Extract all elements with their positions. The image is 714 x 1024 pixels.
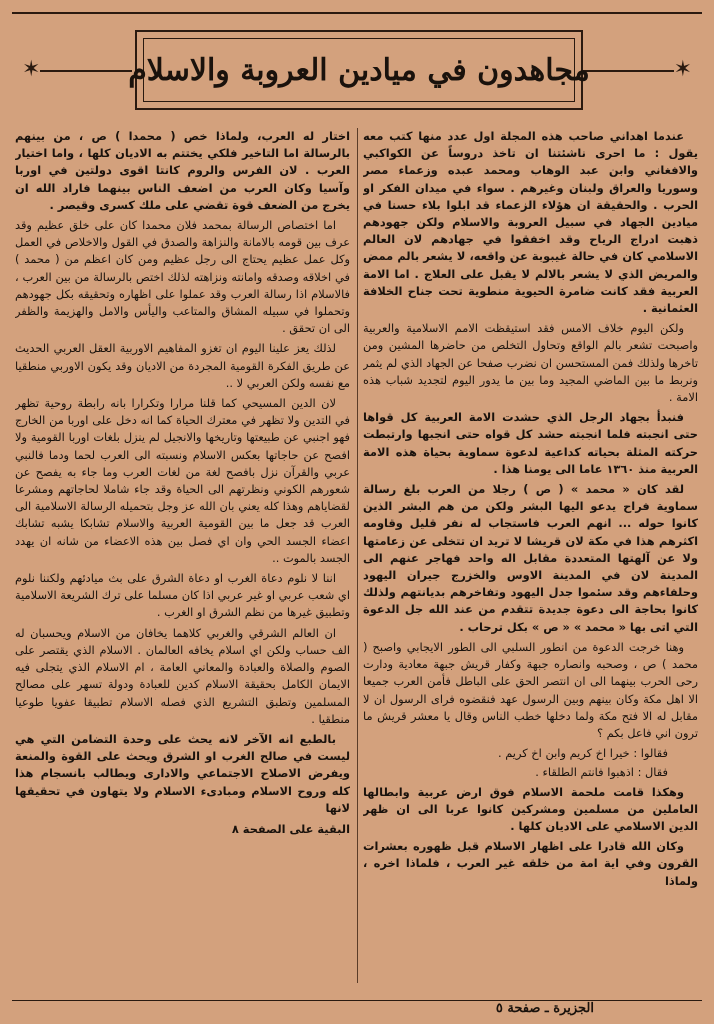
article-paragraph: وهكذا قامت ملحمة الاسلام فوق ارض عربية وابطالها العاملين من مسلمين ومشركين كانوا عربا الى ان ظهر الدين الاسلامي على الاديان كلها . — [363, 784, 698, 833]
article-paragraph: لقد كان « محمد » ( ص ) رجلا من العرب بلغ رسالة سماوية فراح يدعو اليها البشر ولكن من هم البشر الذين كانوا حوله ... انهم العرب فاستجاب له نفر قليل وقاومه اكثرهم هذا في مكة لان قريشا لا تريد ان تتخلى عن زعامتها ولا عن آلهتها المتعددة مقابل اله واحد فهاجر عنهم الى المدينة لان في المدينة الاوس والخزرج جيران اليهود وحلفاءهم وقد سئموا جدل اليهود وتفاخرهم بديانتهم ولذلك كانوا بحاجة الى دعوة جديدة تتقدم من عند الله جل الدعوة التي اتى بها « محمد » « ص » بكل ترحاب . — [363, 482, 698, 634]
continued-note: البقية على الصفحة ٨ — [231, 821, 350, 836]
article-paragraph: وهنا خرجت الدعوة من انطور السلبي الى الطور الايجابي واصبح ( محمد ) ص ، وصحبه وانصاره جبهة وكفار قريش جبهة معادية ودارت رحى الحرب بينهما الى ان انتصر الحق على الباطل فأمن العرب جميعا الا اهل مكة وكان بينهم وبين الرسول عهد فنقضوه فراى الرسول ان لا مقابل له الا فتح مكة ولما دخلها خطب الناس وقال يا معشر قريش ما ترون اني فاعل بكم ؟ — [363, 639, 698, 740]
star-icon: ✶ — [22, 57, 41, 82]
article-column-right — [363, 128, 698, 980]
top-rule — [12, 12, 702, 14]
article-paragraph: بالطبع انه الآخر لانه يحث على وحدة التضامن التي هي ليست في صالح الغرب او الشرق ويحث على القوة والمنعة ويفرض الاصلاح الاجتماعي والادارى ويطالب بانسجام هذا كله وروح الاسلام ومبادىء الاسلام ولا يتهاون في تحقيقها لانها — [15, 731, 350, 815]
title-box-inner — [128, 38, 590, 102]
article-paragraph: اختار له العرب، ولماذا خص ( محمدا ) ص ، من بينهم بالرسالة اما التاخير فلكي يختتم به الاديان كلها ، واما اختيار العرب . لان الفرس والروم كانتا اقوى دولتين في اوربا وآسيا وكان العرب من اضعف الناس بينهما فاراد الله ان يخرج من الضعف قوة تقضي على ملك كسرى وقيصر . — [15, 129, 350, 212]
article-paragraph: ولكن اليوم خلاف الامس فقد استيقظت الامم الاسلامية والعربية واصبحت تشعر بالم الواقع وتحاول التخلص من حاضرها المشين ومن تاخرها ولذلك فمن المستحسن ان نضرب صفحا عن الجهاد الذي لم يثمر ونربط ما بين الماضي المجيد وما بين ما يدور اليوم لتجديد شباب هذه الامة . — [363, 321, 698, 405]
page-title: مجاهدون في ميادين العروبة والاسلام — [128, 52, 590, 88]
star-icon: ✶ — [673, 57, 692, 82]
article-paragraph: ان العالم الشرقي والغربي كلاهما يخافان من الاسلام ويحسبان له الف حساب ولكن اي اسلام يخافه العالمان . الاسلام الذي يقتصر على الصوم والصلاة والعبادة والمعاني العامة ، ام الاسلام الذي يتجلى فيه الايمان الكامل بحقيقة الاسلام كدين للعبادة ودولة تسهر على مصالح المسلمين وتطبق التشريع الذي فصله الاسلام تطبيقا عفويا طوعيا منطقيا . — [15, 625, 350, 726]
article-paragraph: فنبدأ بجهاد الرجل الذي حشدت الامة العربية كل قواها حتى انجبته فلما انجبته حشد كل قواه حتى انجبها وارتبطت حركته المثلة بحياته كداعية لدعوة سماوية بحياة هذه الامة العربية منذ ١٣٦٠ عاما الى يومنا هذا . — [363, 410, 698, 476]
article-paragraph: اننا لا نلوم دعاة الغرب او دعاة الشرق على بث ميادئهم ولكننا نلوم اي شعب عربي او غير عربي اذا كان مسلما على ترك الشريعة الاسلامية وتطبيق غيرها من نظم الشرق او الغرب . — [15, 571, 350, 620]
article-paragraph: فقالوا : خيرا اخ كريم وابن اخ كريم . — [497, 746, 668, 761]
article-paragraph: اما اختصاص الرسالة بمحمد فلان محمدا كان على خلق عظيم وقد عرف بين قومه بالامانة والنزاهة والصدق في القول والاخلاص في العمل وكل عمل عظيم يحتاج الى رجل عظيم ومن كان اعظم من ( محمد ) في اخلاقه وصدقه وامانته ونزاهته لذلك اختص بالرسالة من بين العرب ، فالاسلام اذا رسالة العرب وقد عملوا على اظهاره وتحقيقه بكل جهودهم وتحملوا في سبيله المشاق والمتاعب واليأس والامل والهزيمة والظفر الى ان تحقق . — [15, 218, 350, 336]
article-paragraph: وكان الله قادرا على اظهار الاسلام قبل ظهوره بعشرات القرون وفي اية امة من خلقه غير العرب ، فلماذا اخره ، ولماذا — [363, 839, 698, 888]
article-paragraph: لان الدين المسيحي كما قلنا مرارا وتكرارا بانه رابطة روحية تظهر في التدين ولا تظهر في معترك الحياة كما انه دخل على اوربا من الخارج فهو اجنبي عن طبيعتها وتاريخها والانجيل لم ينزل بلغات اوربا القومية ولا افصح عن حاجاتها بعكس الاسلام ونسبته الى العرب لحما ودما فالنبي عربي والقرآن نزل بافصح لغة من لغات العرب وما جاء به يفصح عن شعورهم الكوني ونظرتهم الى الحياة وقد جاء شاملا لحاجاتهم ومشرعا لقضاياهم وهذا كله يعني بان الله عز وجل بتحميله الرسالة الاسلامية الى العرب قد جعل ما بين القومية العربية والاسلام تشابكا يشبه تشابك اعضاء الجسد الحي وان اي فصل بين هذه الاعضاء من شانه ان يهدد الجسد بالموت .. — [15, 396, 350, 565]
column-divider — [357, 128, 358, 983]
page-footer: الجزيرة ـ صفحة ٥ — [495, 1001, 594, 1016]
article-paragraph: فقال : اذهبوا فانتم الطلقاء . — [535, 765, 668, 780]
title-box — [128, 30, 590, 110]
article-paragraph: لذلك يعز علينا اليوم ان تغزو المفاهيم الاوربية العقل العربي الحديث عن طريق الفكرة القومية المجردة من الاديان وقد يكون الاوربي منطقيا مع نفسه ولكن العربي لا .. — [15, 341, 350, 390]
bottom-rule — [12, 1000, 702, 1001]
title-side-rule — [40, 70, 132, 72]
title-side-rule — [582, 70, 674, 72]
article-column-left — [15, 128, 350, 980]
article-paragraph: عندما اهداني صاحب هذه المجلة اول عدد منها كتب معه يقول : ما احرى ناشئتنا ان تاخذ دروساً عن الكواكبي والافغاني وابن عبد الوهاب ومحمد عبده وزعماء مصر وسوريا والعراق ولبنان وغيرهم . سواء في ميدان الفكر او الحرب . والحقيقة ان هؤلاء الزعماء قد ابلوا بلاء حسنا في ميادين الجهاد في سبيل العروبة والاسلام ولكن جهودهم ذهبت ادراج الرياح وقد اخفقوا في جهادهم لان العالم الاسلامي كان في حالة غيبوبة عن واقعه، لا يشعر بالم ممض والمريض الذي لا يشعر بالالم لا يقبل على العلاج . اما الامة العربية فقد كانت ضامرة الحيوية منطوية تحت جناح الخلافة العثمانية . — [363, 129, 698, 316]
